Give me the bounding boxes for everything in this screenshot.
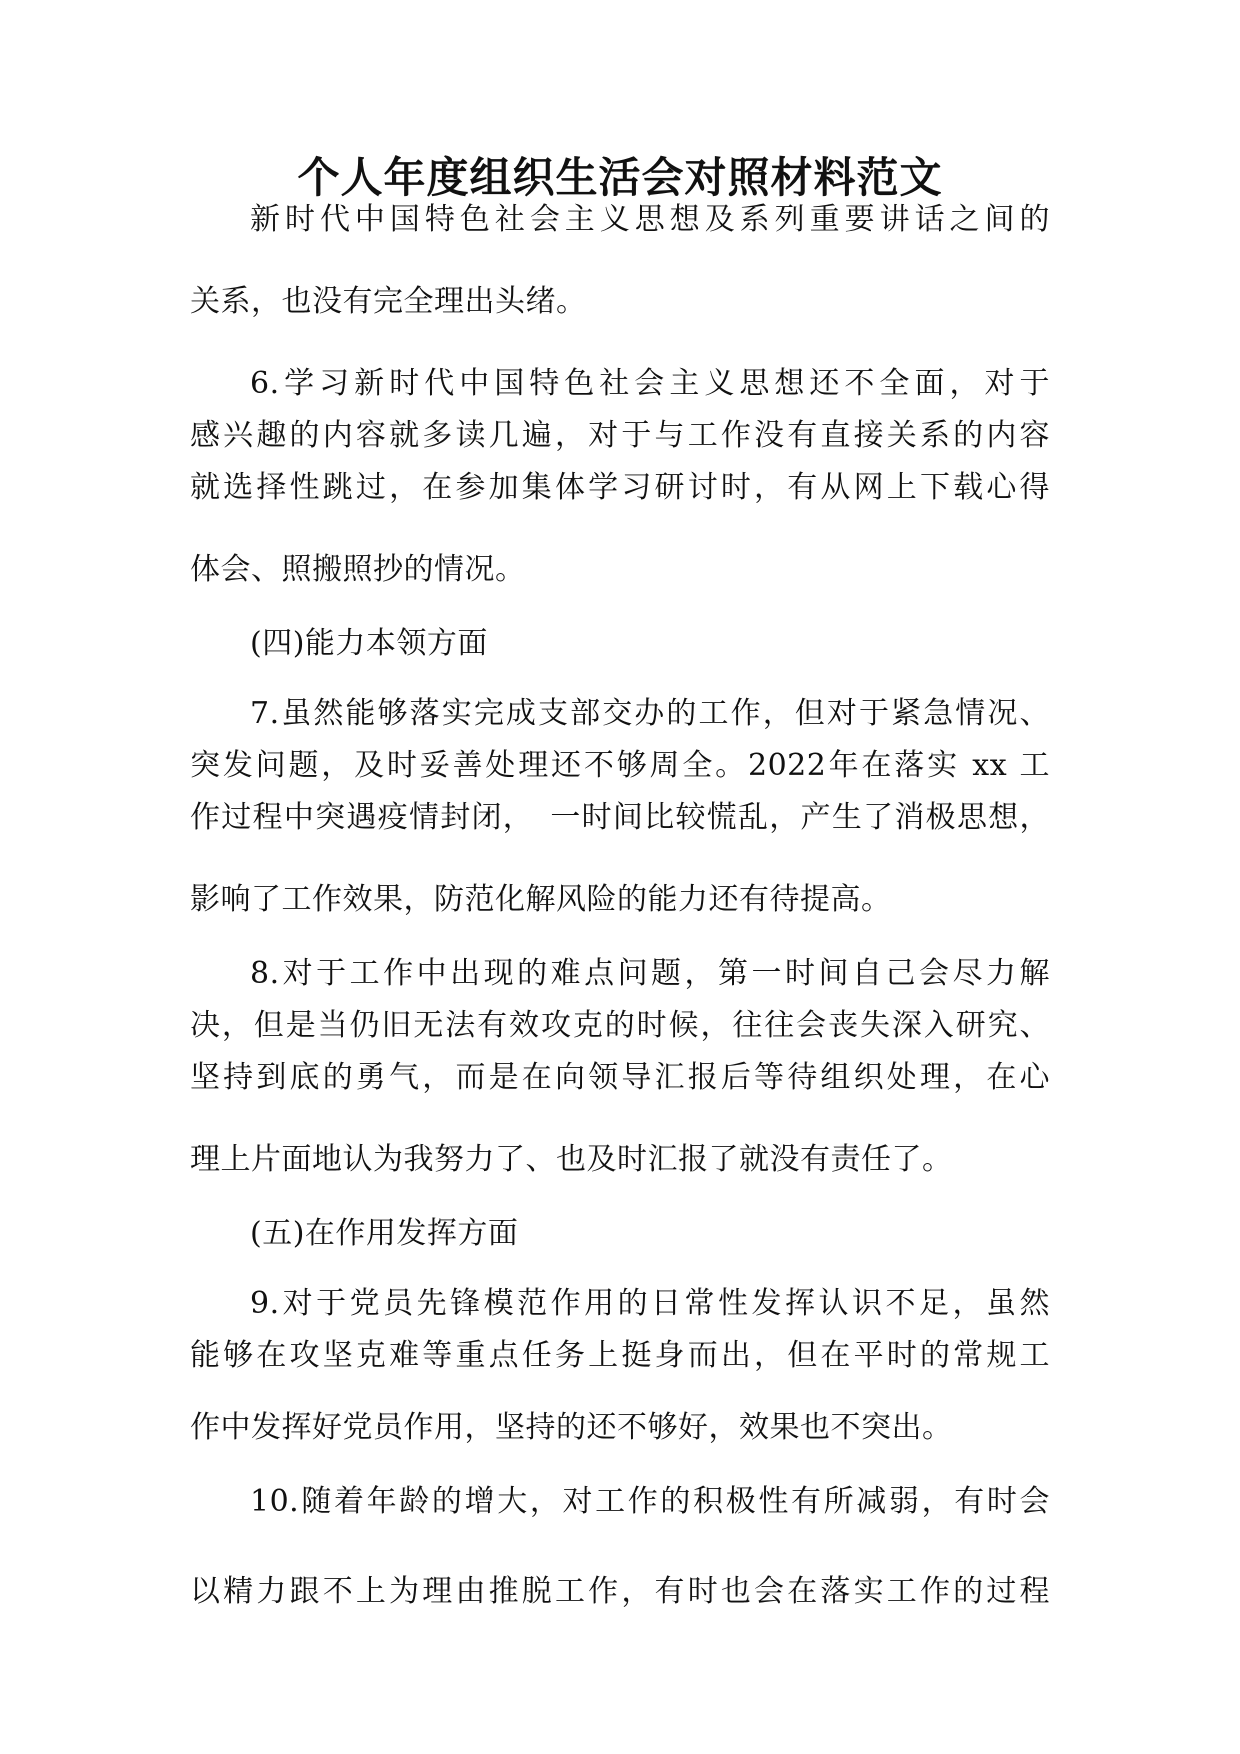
paragraph-line: 能够在攻坚克难等重点任务上挺身而出，但在平时的常规工	[190, 1338, 1050, 1373]
paragraph-line: 6.学习新时代中国特色社会主义思想还不全面，对于	[250, 366, 1050, 401]
paragraph-line: 影响了工作效果，防范化解风险的能力还有待提高。	[190, 882, 892, 917]
paragraph-line: 突发问题，及时妥善处理还不够周全。2022年在落实 xx 工	[190, 748, 1050, 783]
paragraph-line: 体会、照搬照抄的情况。	[190, 552, 526, 587]
section-heading: (五)在作用发挥方面	[250, 1216, 519, 1251]
paragraph-line: 决，但是当仍旧无法有效攻克的时候，往往会丧失深入研究、	[190, 1008, 1050, 1043]
paragraph-line: 坚持到底的勇气，而是在向领导汇报后等待组织处理，在心	[190, 1060, 1050, 1095]
paragraph-line: 7.虽然能够落实完成支部交办的工作，但对于紧急情况、	[250, 696, 1050, 731]
paragraph-line: 9.对于党员先锋模范作用的日常性发挥认识不足，虽然	[250, 1286, 1050, 1321]
paragraph-line: 理上片面地认为我努力了、也及时汇报了就没有责任了。	[190, 1142, 953, 1177]
paragraph-line: 新时代中国特色社会主义思想及系列重要讲话之间的	[250, 202, 1050, 237]
paragraph-line: 作中发挥好党员作用，坚持的还不够好，效果也不突出。	[190, 1410, 953, 1445]
paragraph-line: 以精力跟不上为理由推脱工作，有时也会在落实工作的过程	[190, 1574, 1050, 1609]
paragraph-line: 作过程中突遇疫情封闭， 一时间比较慌乱，产生了消极思想，	[190, 800, 1050, 835]
paragraph-line: 就选择性跳过，在参加集体学习研讨时，有从网上下载心得	[190, 470, 1050, 505]
paragraph-line: 关系，也没有完全理出头绪。	[190, 284, 587, 319]
section-heading: (四)能力本领方面	[250, 626, 488, 661]
paragraph-line: 8.对于工作中出现的难点问题，第一时间自己会尽力解	[250, 956, 1050, 991]
paragraph-line: 感兴趣的内容就多读几遍，对于与工作没有直接关系的内容	[190, 418, 1050, 453]
paragraph-line: 10.随着年龄的增大，对工作的积极性有所减弱，有时会	[250, 1484, 1050, 1519]
document-title: 个人年度组织生活会对照材料范文	[297, 153, 943, 202]
